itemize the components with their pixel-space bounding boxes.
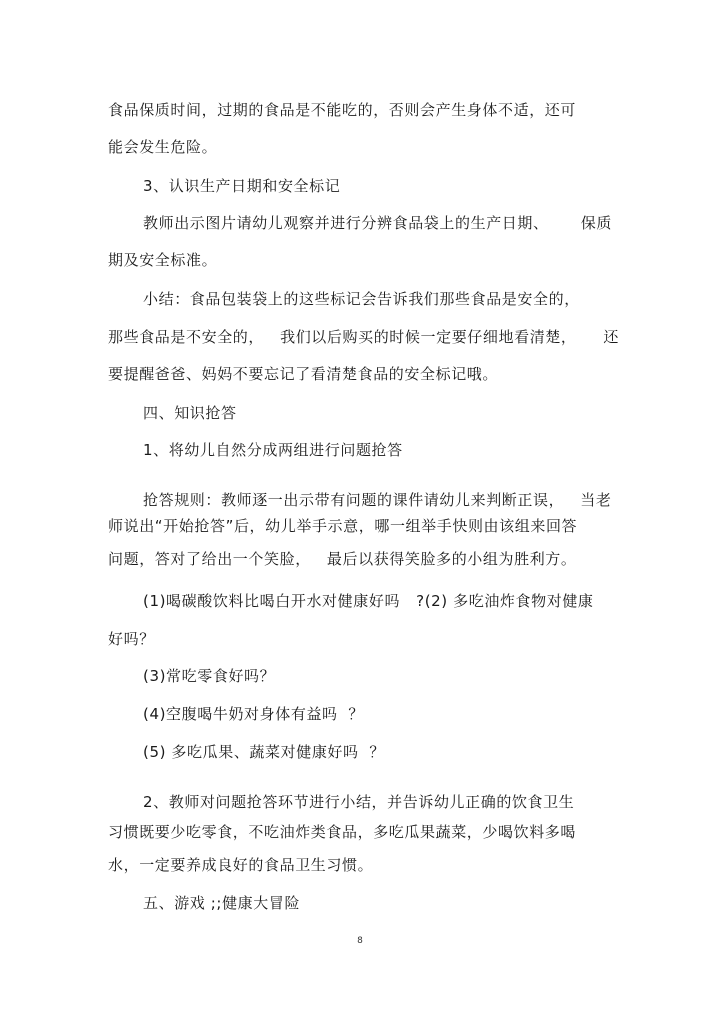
text-line: 习惯既要少吃零食，不吃油炸类食品，多吃瓜果蔬菜，少喝饮料多喝: [108, 823, 577, 841]
question-item: (1)喝碳酸饮料比喝白开水对健康好吗 ?(2) 多吃油炸食物对健康: [143, 592, 594, 610]
section-heading: 3、认识生产日期和安全标记: [143, 177, 341, 195]
text-line: 期及安全标准。: [108, 251, 218, 269]
text-line: 小结：食品包装袋上的这些标记会告诉我们那些食品是安全的，: [143, 290, 580, 308]
section-heading: 四、知识抢答: [143, 404, 237, 422]
question-item: (5) 多吃瓜果、蔬菜对健康好吗 ？: [143, 743, 385, 761]
text-line: 师说出“开始抢答”后，幼儿举手示意，哪一组举手快则由该组来回答: [108, 517, 578, 535]
text-line: 食品保质时间，过期的食品是不能吃的，否则会产生身体不适，还可: [108, 101, 577, 119]
section-heading: 1、将幼儿自然分成两组进行问题抢答: [143, 441, 403, 459]
question-item: (4)空腹喝牛奶对身体有益吗 ？: [143, 705, 364, 723]
text-line: 抢答规则：教师逐一出示带有问题的课件请幼儿来判断正误， 当老: [143, 491, 612, 509]
text-line: 2、教师对问题抢答环节进行小结，并告诉幼儿正确的饮食卫生: [143, 793, 575, 811]
question-item: 好吗？: [108, 630, 155, 648]
text-line: 能会发生危险。: [108, 138, 218, 156]
section-heading: 五、游戏 ;;健康大冒险: [143, 894, 301, 912]
text-line: 教师出示图片请幼儿观察并进行分辨食品袋上的生产日期、 保质: [143, 214, 613, 232]
text-line: 水，一定要养成良好的食品卫生习惯。: [108, 856, 374, 874]
text-line: 问题，答对了给出一个笑脸， 最后以获得笑脸多的小组为胜利方。: [108, 550, 577, 568]
text-line: 要提醒爸爸、妈妈不要忘记了看清楚食品的安全标记哦。: [108, 365, 499, 383]
text-line: 那些食品是不安全的， 我们以后购买的时候一定要仔细地看清楚， 还: [108, 328, 619, 346]
page-number: 8: [357, 936, 363, 946]
question-item: (3)常吃零食好吗？: [143, 667, 276, 685]
